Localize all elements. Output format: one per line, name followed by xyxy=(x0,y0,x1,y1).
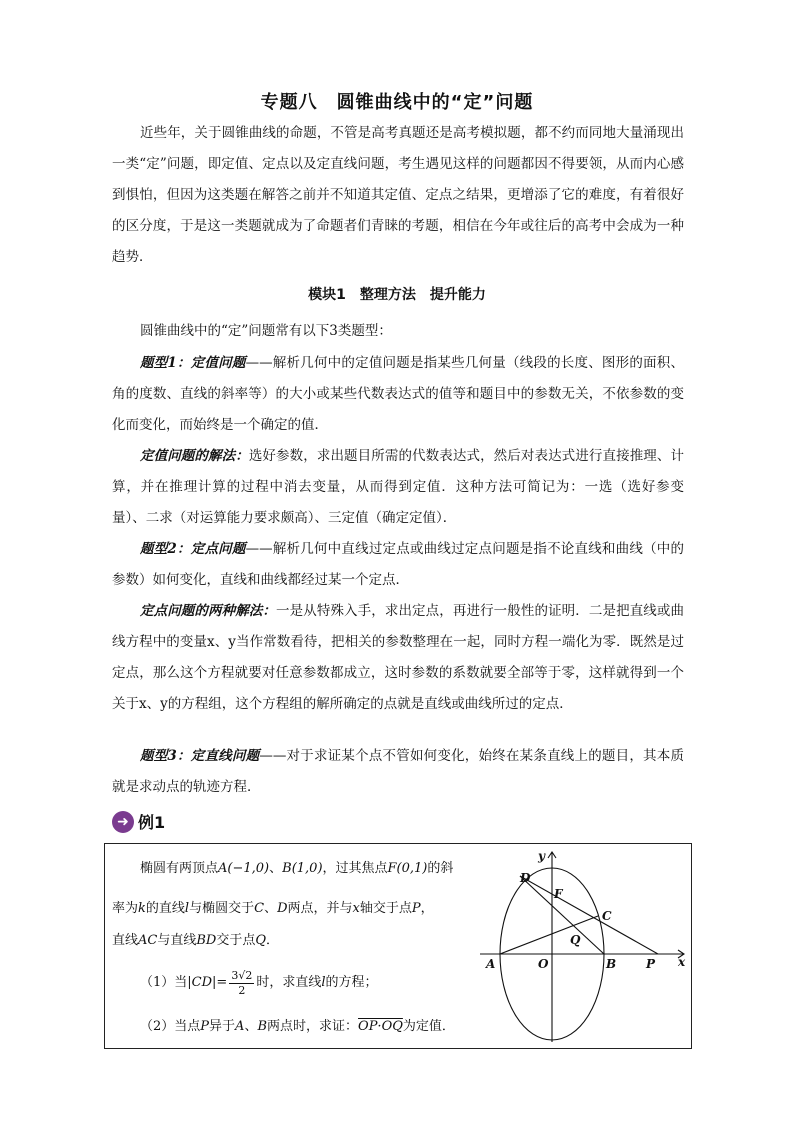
text: 的斜 xyxy=(427,861,454,876)
example-question-1 xyxy=(140,966,490,1000)
text: 的方程； xyxy=(325,975,378,990)
ellipse-figure xyxy=(478,846,690,1044)
text: 、 xyxy=(264,901,278,916)
type1-paragraph xyxy=(112,348,684,441)
var-x: x xyxy=(352,901,360,916)
method1-paragraph xyxy=(112,441,684,534)
module-heading: 模块1 整理方法 提升能力 xyxy=(308,287,486,303)
example-label: 例1 xyxy=(138,813,166,832)
var-a: A xyxy=(235,1019,245,1034)
text: 异于 xyxy=(209,1019,236,1034)
label-b: B xyxy=(606,957,617,971)
type3-label: 题型3：定直线问题 xyxy=(140,748,260,764)
type2-paragraph xyxy=(112,534,684,596)
types-intro: 圆锥曲线中的“定”问题常有以下3类题型： xyxy=(140,323,392,339)
text: 交于点 xyxy=(216,933,256,948)
cd-length: |CD| xyxy=(187,975,217,990)
var-l: l xyxy=(184,901,190,916)
method2-text: 一是从特殊入手，求出定点，再进行一般性的证明．二是把直线或曲线方程中的变量x、y当作常数看待，把相关的参数整理在一起，同时方程一端化为零．既然是过定点，那么这个方程就要对任意参数都成立，这时参数的系数就要全部等于零，这样就得到一个关于x、y的方程组，这个方程组的解所确定的点就是直线或曲线所过的定点． xyxy=(112,603,685,712)
text: ． xyxy=(266,933,280,948)
arrow-right-circle-icon: ➜ xyxy=(112,811,134,833)
example-question-2 xyxy=(140,1010,490,1044)
text: 的直线 xyxy=(145,901,185,916)
example-line-1 xyxy=(140,852,490,886)
type3-text: ——对于求证某个点不管如何变化，始终在某条直线上的题目，其本质就是求动点的轨迹方程． xyxy=(112,748,684,795)
var-b: B xyxy=(257,1019,268,1034)
text: 与椭圆交于 xyxy=(189,901,255,916)
equals: = xyxy=(216,975,228,990)
text: 、 xyxy=(269,861,283,876)
text: 、 xyxy=(244,1019,258,1034)
fraction-numerator: 3√2 xyxy=(231,968,253,982)
example-header xyxy=(112,810,165,833)
type2-label: 题型2：定点问题 xyxy=(140,541,246,557)
label-f: F xyxy=(554,887,563,901)
var-c: C xyxy=(254,901,265,916)
text: 两点，并与 xyxy=(287,901,353,916)
text: （2）当点 xyxy=(140,1019,201,1034)
label-o: O xyxy=(538,957,549,971)
var-d: D xyxy=(277,901,288,916)
var-q: Q xyxy=(255,933,267,948)
text: 直线 xyxy=(112,933,139,948)
point-a: A(−1,0) xyxy=(218,861,270,876)
type2-text: ——解析几何中直线过定点或曲线过定点问题是指不论直线和曲线（中的参数）如何变化，直线和曲线都经过某一个定点． xyxy=(112,541,684,588)
label-x: x xyxy=(678,955,686,969)
line-l xyxy=(520,876,658,954)
text: 与直线 xyxy=(157,933,197,948)
line-bd: BD xyxy=(196,933,217,948)
label-y: y xyxy=(538,849,545,863)
page-title: 专题八 圆锥曲线中的“定”问题 xyxy=(260,92,534,113)
example-line-3 xyxy=(112,924,492,958)
method2-label: 定点问题的两种解法： xyxy=(140,603,277,619)
text: （1）当 xyxy=(140,975,188,990)
text: 时，求直线 xyxy=(256,975,322,990)
type1-label: 题型1：定值问题 xyxy=(140,355,246,371)
text: 椭圆有两顶点 xyxy=(140,861,219,876)
label-c: C xyxy=(602,909,612,923)
label-p: P xyxy=(646,957,656,971)
text: ， xyxy=(420,901,434,916)
var-p: P xyxy=(200,1019,210,1034)
text: 为定值． xyxy=(402,1019,455,1034)
text: 两点时，求证： xyxy=(267,1019,359,1034)
var-p: P xyxy=(411,901,421,916)
method1-label: 定值问题的解法： xyxy=(140,448,249,464)
label-d: D xyxy=(520,871,531,885)
label-q: Q xyxy=(570,933,581,947)
intro-paragraph: 近些年，关于圆锥曲线的命题，不管是高考真题还是高考模拟题，都不约而同地大量涌现出一类“定”问题，即定值、定点以及定直线问题，考生遇见这样的问题都因不得要领，从而内心感到惧怕，但因为这类题在解答之前并不知道其定值、定点之结果，更增添了它的难度，有着很好的区分度，于是这一类题就成为了命题者们青睐的考题，相信在今年或往后的高考中会成为一种趋势． xyxy=(112,125,684,265)
example-line-2 xyxy=(112,892,492,926)
dot-product-expression: OP·OQ xyxy=(358,1019,403,1034)
method1-text: 选好参数，求出题目所需的代数表达式，然后对表达式进行直接推理、计算，并在推理计算的过程中消去变量，从而得到定值．这种方法可简记为：一选（选好参变量）、二求（对运算能力要求颇高）、三定值（确定定值）． xyxy=(112,448,685,526)
type3-paragraph xyxy=(112,741,684,803)
text: 轴交于点 xyxy=(359,901,412,916)
var-l: l xyxy=(321,975,326,990)
point-f: F(0,1) xyxy=(387,861,428,876)
label-a: A xyxy=(486,957,496,971)
fraction xyxy=(229,969,254,998)
type1-text: ——解析几何中的定值问题是指某些几何量（线段的长度、图形的面积、角的度数、直线的斜率等）的大小或某些代数表达式的值等和题目中的参数无关，不依参数的变化而变化，而始终是一个确定的值． xyxy=(112,355,684,433)
method2-paragraph xyxy=(112,596,684,720)
point-b: B(1,0) xyxy=(282,861,323,876)
line-ac: AC xyxy=(138,933,158,948)
var-k: k xyxy=(138,901,146,916)
text: ，过其焦点 xyxy=(322,861,388,876)
text: 率为 xyxy=(112,901,139,916)
fraction-denominator: 2 xyxy=(238,983,246,997)
